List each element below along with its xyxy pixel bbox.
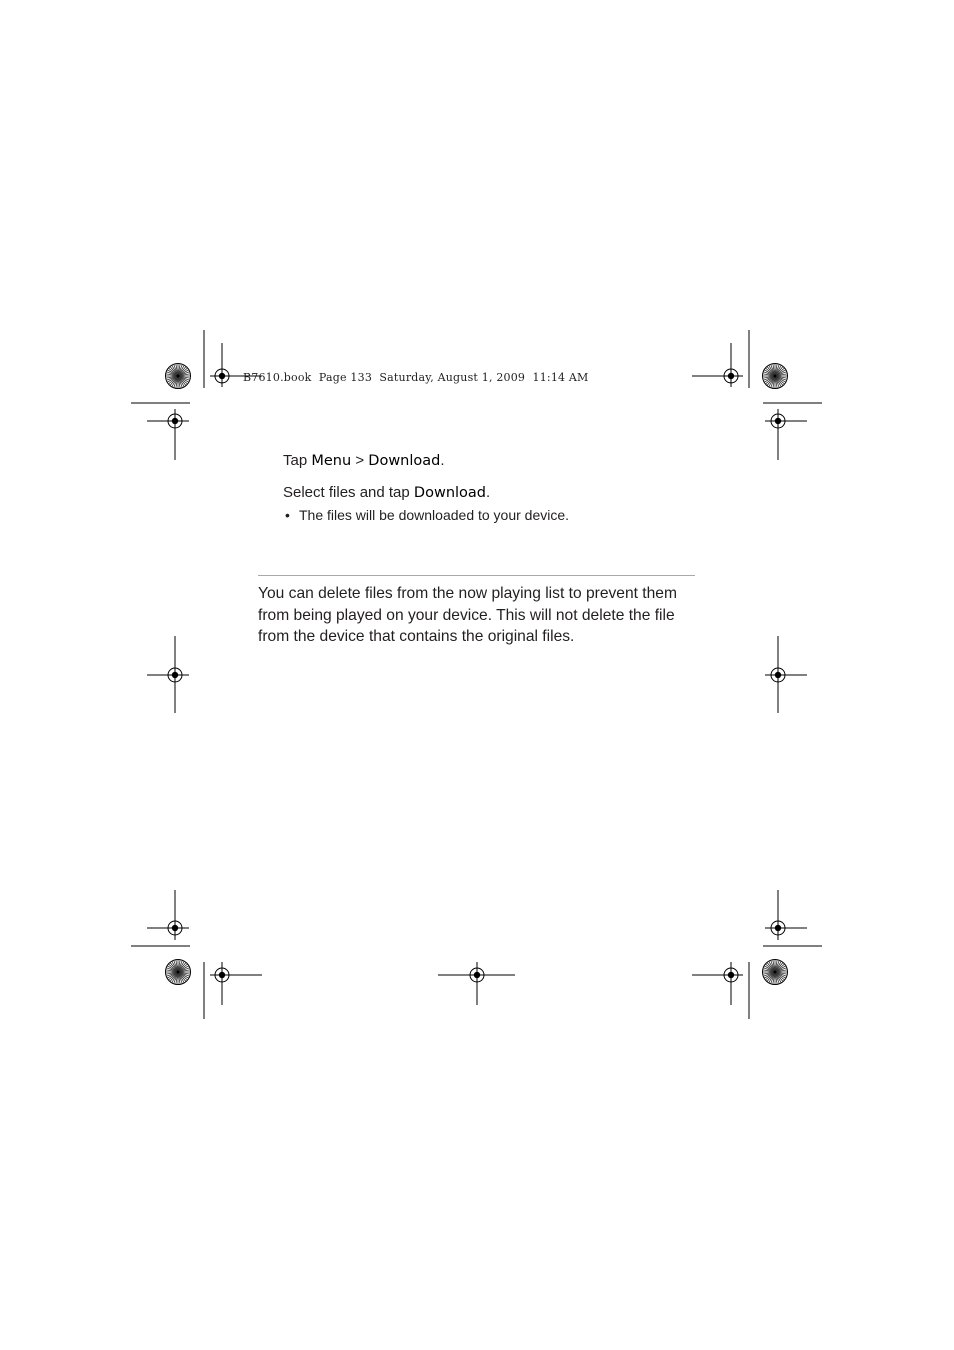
- paragraph-line: You can delete files from the now playing list to prevent them: [258, 585, 677, 602]
- body-paragraph: [258, 583, 698, 648]
- bullet-text: The files will be downloaded to your device.: [299, 507, 570, 523]
- star-target-icon: [763, 960, 788, 985]
- step-1-download-term: Download: [368, 453, 441, 469]
- paragraph-line: from being played on your device. This will not delete the file: [258, 606, 675, 624]
- bullet-symbol: •: [285, 507, 290, 523]
- bullet-note: [285, 507, 569, 524]
- section-divider: [258, 575, 695, 576]
- step-1-prefix: Tap: [283, 452, 312, 469]
- step-1-separator: >: [351, 452, 369, 469]
- page-header-slug: B7610.book Page 133 Saturday, August 1, 2009 11:14 AM: [243, 371, 589, 384]
- step-select-files: [283, 484, 490, 502]
- step-2-prefix: Select files and tap: [283, 484, 414, 501]
- step-tap-menu-download: [283, 452, 445, 470]
- star-target-icon: [166, 364, 191, 389]
- step-1-suffix: .: [440, 452, 445, 469]
- star-target-icon: [763, 364, 788, 389]
- star-target-icon: [166, 960, 191, 985]
- paragraph-line: from the device that contains the original files.: [258, 628, 575, 645]
- step-2-suffix: .: [486, 484, 491, 501]
- step-1-menu-term: Menu: [311, 453, 352, 469]
- step-2-download-term: Download: [413, 485, 486, 501]
